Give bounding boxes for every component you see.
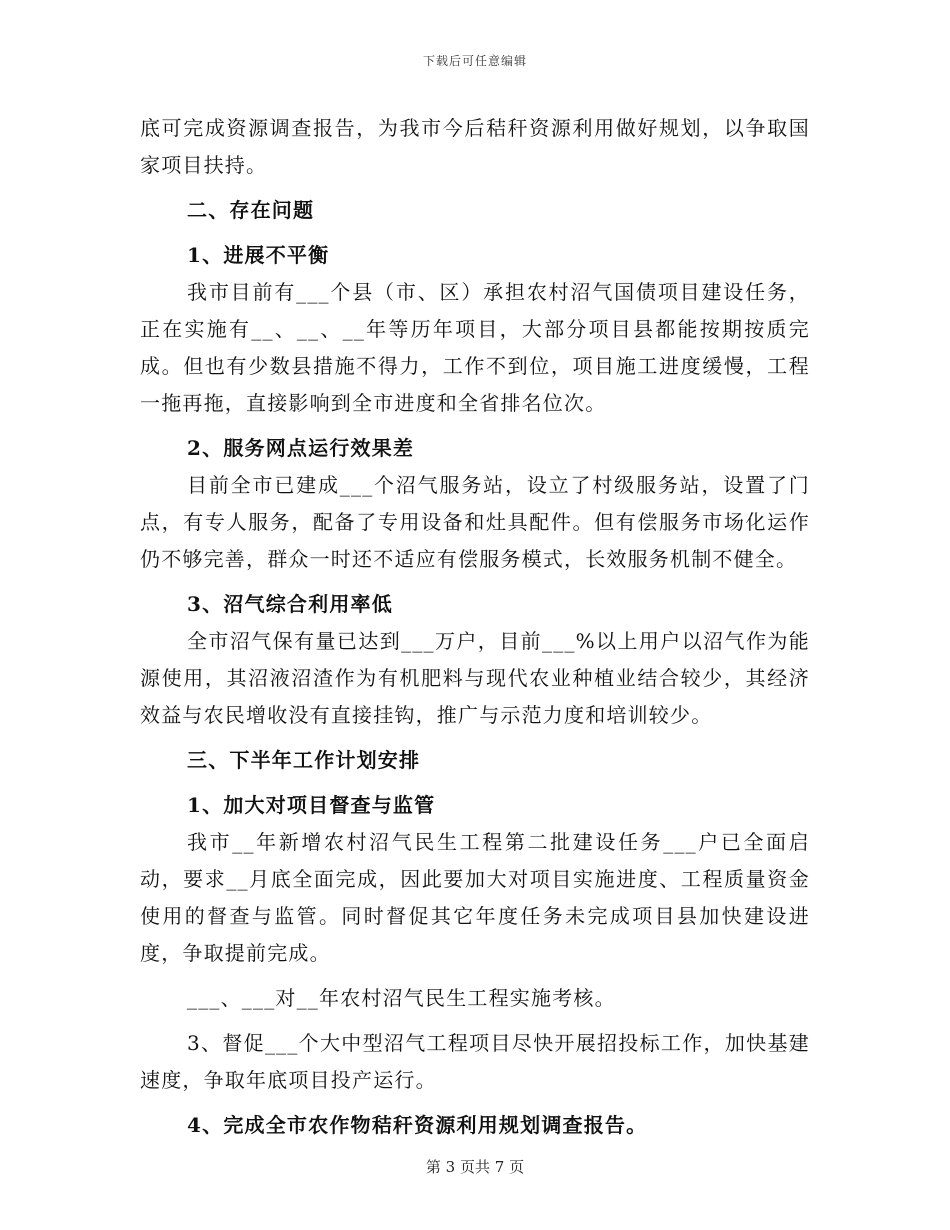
page-header-note: 下载后可任意编辑 [422, 54, 527, 68]
paragraph-uneven-progress: 我市目前有___个县（市、区）承担农村沼气国债项目建设任务，正在实施有__、__、__年等历年项目，大部分项目县都能按期按质完成。但也有少数县措施不得力，工作不到位，项目施工进度缓慢，工程一拖再拖，直接影响到全市进度和全省排名位次。 [140, 280, 810, 415]
subheading-straw-report: 4、完成全市农作物秸秆资源利用规划调查报告。 [187, 1113, 648, 1137]
page-number: 第 3 页共 7 页 [425, 1158, 525, 1176]
paragraph-service-network: 目前全市已建成___个沼气服务站，设立了村级服务站，设置了门点，有专人服务，配备了专用设备和灶具配件。但有偿服务市场化运作仍不够完善，群众一时还不适应有偿服务模式，长效服务机制不健全。 [140, 473, 810, 571]
subheading-utilization: 3、沼气综合利用率低 [187, 592, 393, 616]
subheading-uneven-progress: 1、进展不平衡 [187, 243, 330, 267]
paragraph-assessment: ___、___对__年农村沼气民生工程实施考核。 [187, 986, 616, 1010]
subheading-service-network: 2、服务网点运行效果差 [187, 436, 415, 460]
section-heading-problems: 二、存在问题 [187, 198, 315, 222]
section-heading-plan: 三、下半年工作计划安排 [187, 748, 421, 772]
paragraph-utilization: 全市沼气保有量已达到___万户，目前___%以上用户以沼气作为能源使用，其沼液沼渣作为有机肥料与现代农业种植业结合较少，其经济效益与农民增收没有直接挂钩，推广与示范力度和培训较少。 [140, 629, 810, 727]
document-body [140, 110, 810, 1144]
subheading-supervision: 1、加大对项目督查与监管 [187, 793, 436, 817]
paragraph-supervision: 我市__年新增农村沼气民生工程第二批建设任务___户已全面启动，要求__月底全面完成，因此要加大对项目实施进度、工程质量资金使用的督查与监管。同时督促其它年度任务未完成项目县加快建设进度，争取提前完成。 [140, 830, 810, 965]
paragraph-large-projects: 3、督促___个大中型沼气工程项目尽快开展招投标工作，加快基建速度，争取年底项目投产运行。 [140, 1031, 810, 1092]
paragraph-intro: 底可完成资源调查报告，为我市今后秸秆资源利用做好规划，以争取国家项目扶持。 [140, 116, 810, 177]
